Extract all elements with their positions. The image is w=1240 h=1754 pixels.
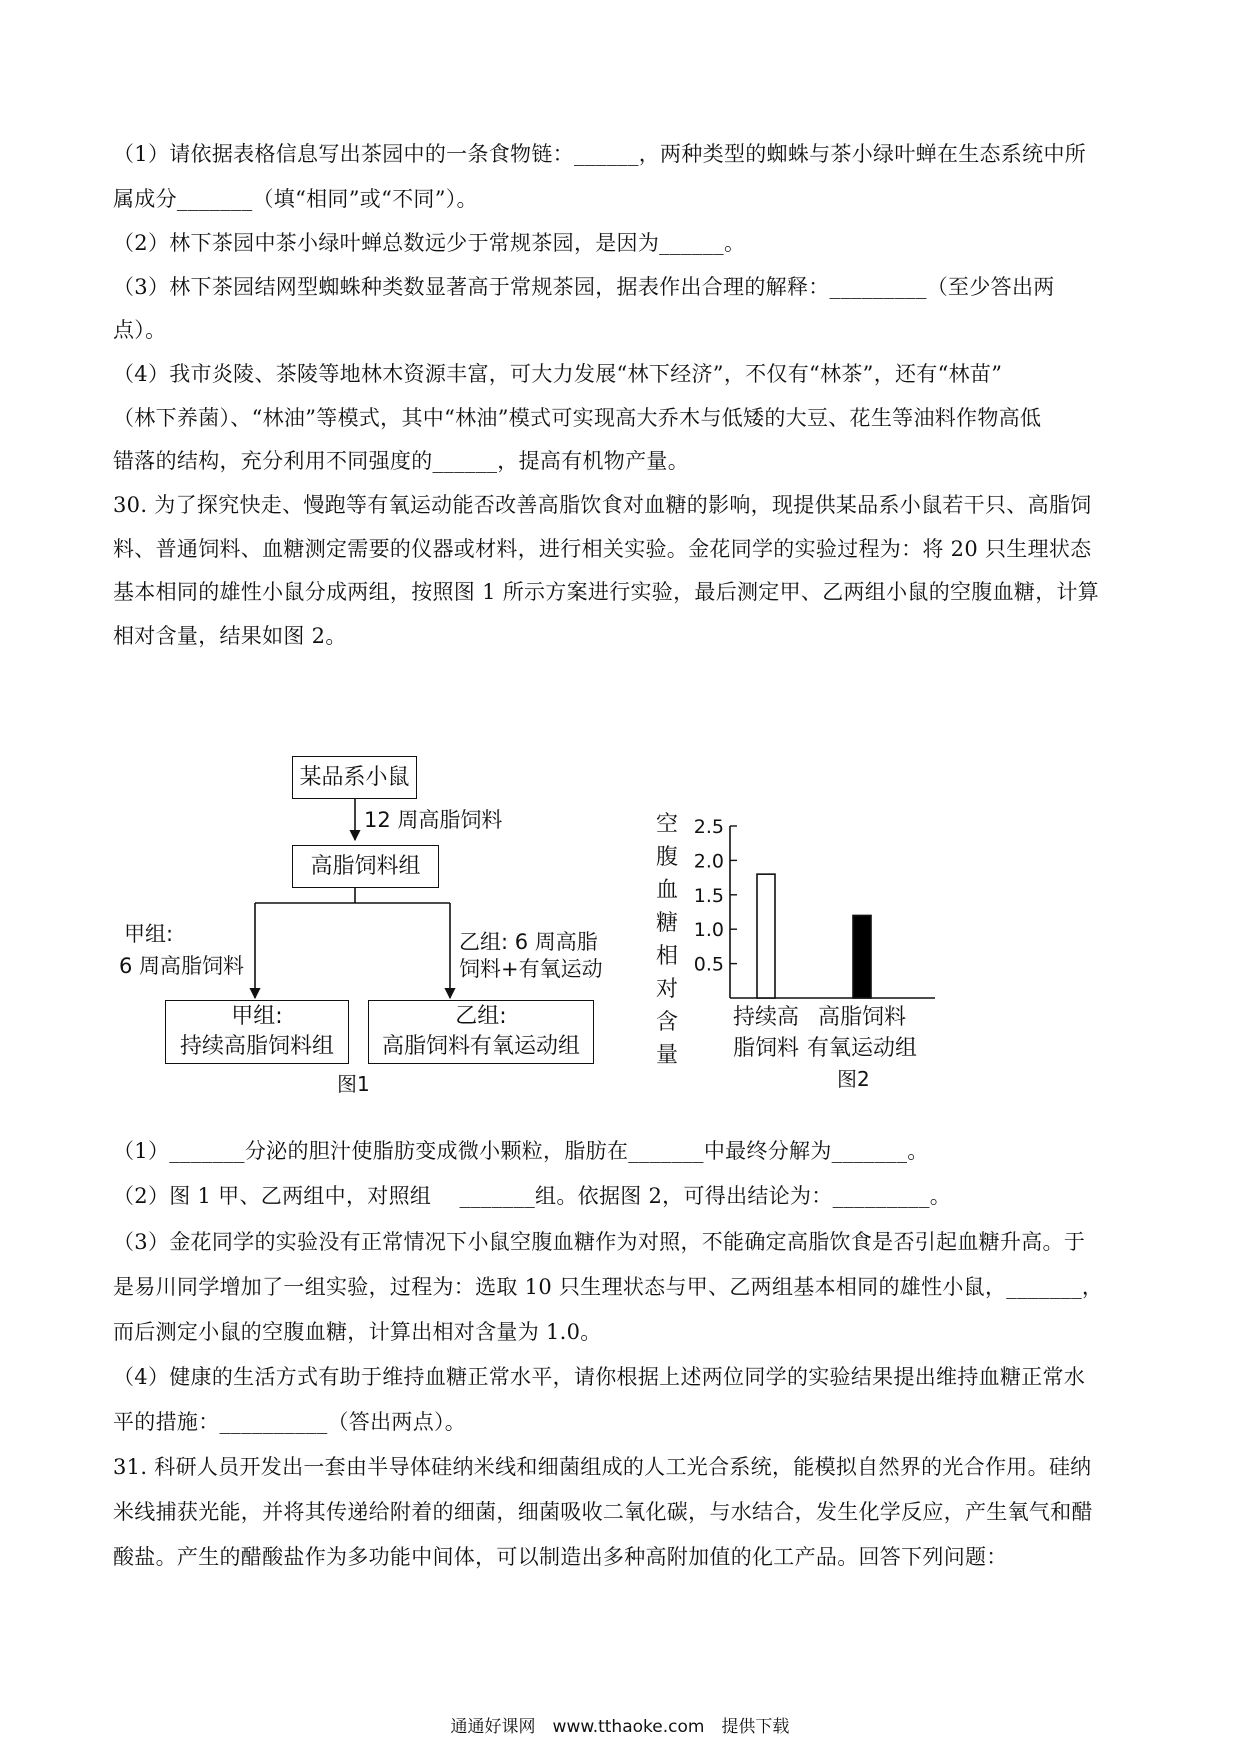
page-footer: 通通好课网 www.tthaoke.com 提供下载: [450, 1717, 790, 1737]
figure1-caption: 图1: [337, 1072, 370, 1096]
q29-part3-line2: 点）。: [113, 318, 167, 342]
left-branch-label-1: 甲组:: [124, 922, 174, 946]
box-group-b-line1: 乙组:: [455, 1004, 507, 1029]
q29-part3-line1: （3）林下茶园结网型蜘蛛种类数显著高于常规茶园，据表作出合理的解释：_________（至少答出两: [113, 275, 1055, 299]
q29-part4-line3: 错落的结构，充分利用不同强度的______，提高有机物产量。: [113, 449, 689, 473]
q30-part3-line2: 是易川同学增加了一组实验，过程为：选取 10 只生理状态与甲、乙两组基本相同的雄性小鼠，_______，: [113, 1275, 1104, 1299]
ylabel-char: 糖: [656, 911, 679, 936]
category-label: 高脂饲料: [817, 1005, 906, 1030]
q29-part4-line1: （4）我市炎陵、茶陵等地林木资源丰富，可大力发展“林下经济”，不仅有“林茶”，还有“林苗”: [113, 362, 1003, 386]
box-group-a: [165, 1000, 349, 1064]
y-tick-label: 1.0: [693, 919, 724, 942]
ylabel-char: 腹: [656, 845, 679, 870]
q29-part1-line2: 属成分_______（填“相同”或“不同”）。: [113, 187, 478, 211]
y-tick-label: 0.5: [693, 953, 724, 976]
ylabel-char: 含: [656, 1010, 679, 1035]
q30-intro-line2: 料、普通饲料、血糖测定需要的仪器或材料，进行相关实验。金花同学的实验过程为：将 20 只生理状态: [113, 537, 1092, 561]
q30-intro-line1: 30. 为了探究快走、慢跑等有氧运动能否改善高脂饮食对血糖的影响，现提供某品系小鼠若干只、高脂饲: [113, 493, 1092, 517]
q30-part3-line3: 而后测定小鼠的空腹血糖，计算出相对含量为 1.0。: [113, 1320, 602, 1344]
q30-part3-line1: （3）金花同学的实验没有正常情况下小鼠空腹血糖作为对照，不能确定高脂饮食是否引起血糖升高。于: [113, 1230, 1086, 1254]
q31-line3: 酸盐。产生的醋酸盐作为多功能中间体，可以制造出多种高附加值的化工产品。回答下列问题：: [113, 1545, 1008, 1569]
ylabel-char: 空: [656, 812, 679, 837]
box-highfat-group-label: 高脂饲料组: [310, 853, 421, 879]
q30-part2: （2）图 1 甲、乙两组中，对照组 _______组。依据图 2，可得出结论为：_________。: [113, 1184, 952, 1208]
ylabel-char: 血: [656, 878, 679, 903]
q30-part4-line2: 平的措施：__________（答出两点）。: [113, 1410, 467, 1434]
box-mouse-strain: [292, 756, 417, 799]
box-mouse-strain-label: 某品系小鼠: [299, 764, 410, 790]
q29-part1-line1: （1）请依据表格信息写出茶园中的一条食物链：______，两种类型的蜘蛛与茶小绿叶蝉在生态系统中所: [113, 142, 1087, 166]
box-group-b: [368, 1000, 594, 1064]
y-tick-label: 2.5: [693, 816, 724, 838]
q29-part4-line2: （林下养菌）、“林油”等模式，其中“林油”模式可实现高大乔木与低矮的大豆、花生等油料作物高低: [113, 406, 1042, 430]
chart-ylabel: [656, 808, 684, 1072]
ylabel-char: 对: [656, 977, 679, 1002]
bar-1: [757, 874, 775, 998]
q31-line2: 米线捕获光能，并将其传递给附着的细菌，细菌吸收二氧化碳，与水结合，发生化学反应，产生氧气和醋: [113, 1500, 1093, 1524]
box-group-a-line1: 甲组:: [231, 1004, 283, 1029]
left-branch-label-2: 6 周高脂饲料: [119, 954, 245, 978]
right-branch-label-2: 饲料+有氧运动: [459, 957, 603, 981]
y-tick-label: 1.5: [693, 884, 724, 907]
box-highfat-group: [292, 845, 439, 888]
q31-line1: 31. 科研人员开发出一套由半导体硅纳米线和细菌组成的人工光合系统，能模拟自然界的光合作用。硅纳: [113, 1455, 1092, 1479]
q30-intro-line4: 相对含量，结果如图 2。: [113, 624, 347, 648]
figure2-caption: 图2: [837, 1067, 870, 1091]
q30-intro-line3: 基本相同的雄性小鼠分成两组，按照图 1 所示方案进行实验，最后测定甲、乙两组小鼠的空腹血糖，计算: [113, 580, 1100, 604]
y-tick-label: 2.0: [693, 850, 724, 873]
right-branch-label-1: 乙组: 6 周高脂: [459, 930, 598, 954]
category-label: 脂饲料: [732, 1036, 799, 1061]
box-group-b-line2: 高脂饲料有氧运动组: [381, 1034, 580, 1059]
q30-part4-line1: （4）健康的生活方式有助于维持血糖正常水平，请你根据上述两位同学的实验结果提出维持血糖正常水: [113, 1365, 1086, 1389]
q30-part1: （1）_______分泌的胆汁使脂肪变成微小颗粒，脂肪在_______中最终分解为_______。: [113, 1139, 929, 1163]
ylabel-char: 相: [656, 944, 679, 969]
ylabel-char: 量: [656, 1043, 679, 1068]
category-label: 持续高: [732, 1005, 799, 1030]
box-group-a-line2: 持续高脂饲料组: [179, 1034, 334, 1059]
arrow1-label: 12 周高脂饲料: [364, 808, 503, 832]
category-label: 有氧运动组: [806, 1036, 917, 1061]
bar-2: [853, 915, 871, 998]
q29-part2: （2）林下茶园中茶小绿叶蝉总数远少于常规茶园，是因为______。: [113, 231, 746, 255]
